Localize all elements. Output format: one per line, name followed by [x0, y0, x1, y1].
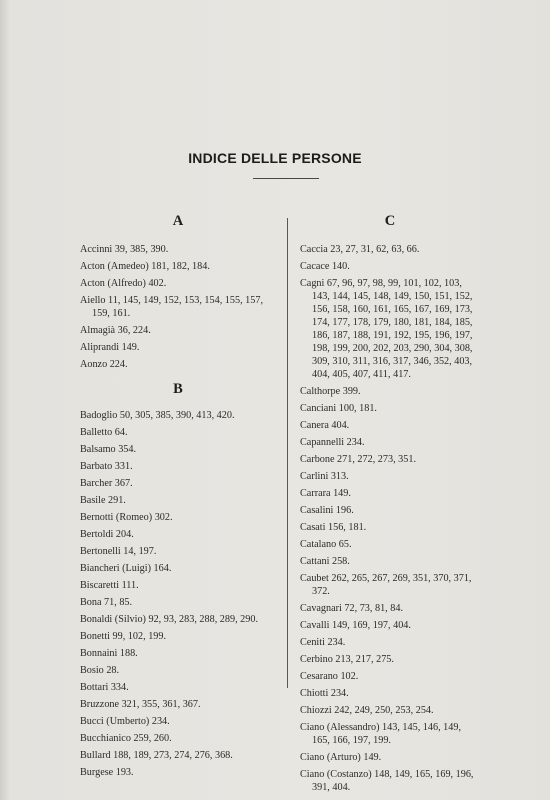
index-entry: Burgese 193. — [80, 767, 134, 778]
index-entry: Barcher 367. — [80, 478, 133, 489]
index-entry: Basile 291. — [80, 495, 126, 506]
index-entry: Cavalli 149, 169, 197, 404. — [300, 620, 411, 631]
index-entry: Bottari 334. — [80, 682, 129, 693]
right-column — [300, 205, 480, 798]
index-entry: Bonaldi (Silvio) 92, 93, 283, 288, 289, 290. — [80, 614, 258, 625]
section-a-entries — [80, 243, 276, 371]
index-entry: Carlini 313. — [300, 471, 349, 482]
index-entry: Ciano (Alessandro) 143, 145, 146, 149, 165, 166, 197, 199. — [300, 722, 462, 746]
index-entry: Capannelli 234. — [300, 437, 365, 448]
index-entry: Bullard 188, 189, 273, 274, 276, 368. — [80, 750, 233, 761]
index-entry: Cesarano 102. — [300, 671, 359, 682]
page-title: INDICE DELLE PERSONE — [188, 150, 362, 166]
index-entry: Badoglio 50, 305, 385, 390, 413, 420. — [80, 410, 235, 421]
index-entry: Biancheri (Luigi) 164. — [80, 563, 172, 574]
index-entry: Bona 71, 85. — [80, 597, 133, 608]
index-entry: Chiozzi 242, 249, 250, 253, 254. — [300, 705, 434, 716]
index-entry: Casalini 196. — [300, 505, 354, 516]
index-entry: Bucci (Umberto) 234. — [80, 716, 170, 727]
index-entry: Cattani 258. — [300, 556, 350, 567]
index-entry: Carbone 271, 272, 273, 351. — [300, 454, 417, 465]
column-divider — [287, 218, 288, 688]
index-entry: Aliprandi 149. — [80, 342, 140, 353]
index-entry: Calthorpe 399. — [300, 386, 361, 397]
index-entry: Bonetti 99, 102, 199. — [80, 631, 167, 642]
title-rule — [253, 178, 319, 179]
index-entry: Balletto 64. — [80, 427, 128, 438]
index-entry: Caccia 23, 27, 31, 62, 63, 66. — [300, 244, 420, 255]
index-entry: Bucchianico 259, 260. — [80, 733, 172, 744]
index-entry: Cerbino 213, 217, 275. — [300, 654, 394, 665]
index-entry: Aonzo 224. — [80, 359, 128, 370]
index-entry: Cagni 67, 96, 97, 98, 99, 101, 102, 103, 143, 144, 145, 148, 149, 150, 151, 152, 156, 158, 160, 161, 165, 167, 169, 173, 174, 177, 178, 179, 180, 181, 184, 185, 186, 187, 188, 191, 192, 195, 196, 197, 198, 199, 200, 202, 203, 290, 304, 308, 309, 310, 311, 316, 317, 346, 352, 403, 404, 405, 407, 411, 417. — [300, 278, 473, 380]
index-entry: Aiello 11, 145, 149, 152, 153, 154, 155, 157, 159, 161. — [80, 295, 263, 319]
index-entry: Canciani 100, 181. — [300, 403, 377, 414]
index-entry: Balsamo 354. — [80, 444, 137, 455]
section-letter-a: A — [172, 213, 184, 229]
index-entry: Carrara 149. — [300, 488, 351, 499]
index-entry: Bosio 28. — [80, 665, 120, 676]
section-letter-c: C — [384, 213, 396, 229]
index-entry: Bruzzone 321, 355, 361, 367. — [80, 699, 201, 710]
index-entry: Bertoldi 204. — [80, 529, 134, 540]
index-entry: Bonnaini 188. — [80, 648, 138, 659]
left-column — [80, 205, 276, 783]
index-entry: Accinni 39, 385, 390. — [80, 244, 169, 255]
index-entry: Acton (Amedeo) 181, 182, 184. — [80, 261, 210, 272]
index-entry: Canera 404. — [300, 420, 350, 431]
index-entry: Ciano (Arturo) 149. — [300, 752, 382, 763]
index-entry: Cacace 140. — [300, 261, 350, 272]
index-entry: Acton (Alfredo) 402. — [80, 278, 167, 289]
index-entry: Barbato 331. — [80, 461, 133, 472]
index-entry: Catalano 65. — [300, 539, 352, 550]
index-entry: Bernotti (Romeo) 302. — [80, 512, 173, 523]
index-entry: Ceniti 234. — [300, 637, 346, 648]
index-entry: Bertonelli 14, 197. — [80, 546, 157, 557]
section-letter-b: B — [173, 381, 183, 397]
section-c-entries — [300, 243, 480, 794]
index-entry: Biscaretti 111. — [80, 580, 139, 591]
index-entry: Ciano (Costanzo) 148, 149, 165, 169, 196, 391, 404. — [300, 769, 474, 793]
section-b-entries — [80, 409, 276, 779]
index-entry: Casati 156, 181. — [300, 522, 367, 533]
index-entry: Chiotti 234. — [300, 688, 349, 699]
index-entry: Caubet 262, 265, 267, 269, 351, 370, 371, 372. — [300, 573, 472, 597]
index-entry: Almagià 36, 224. — [80, 325, 151, 336]
index-entry: Cavagnari 72, 73, 81, 84. — [300, 603, 403, 614]
